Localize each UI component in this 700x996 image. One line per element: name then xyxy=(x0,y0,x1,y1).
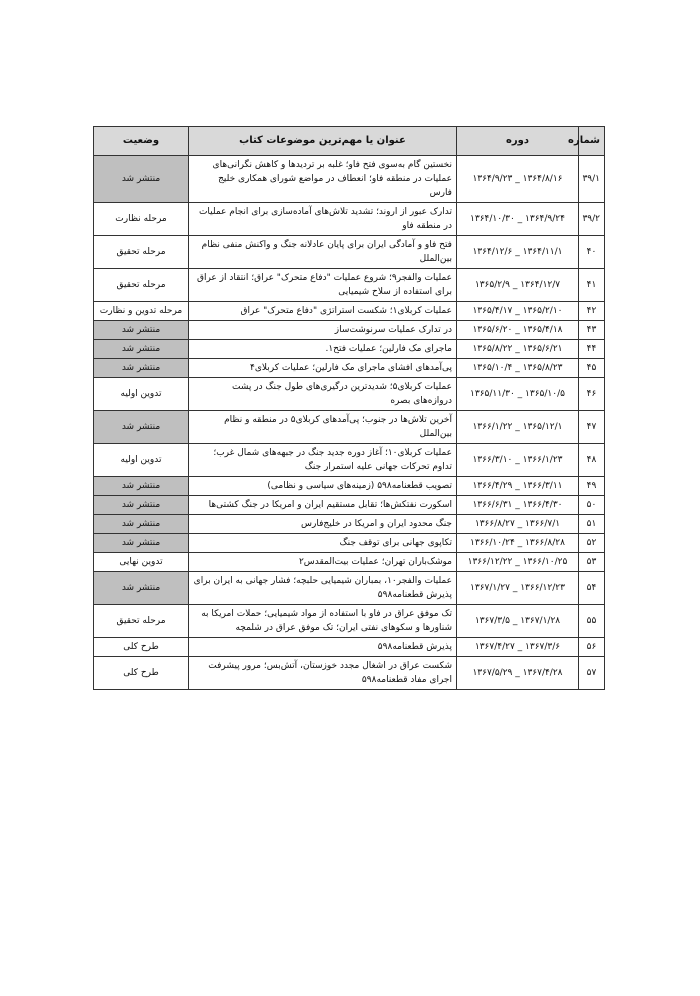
row-status: منتشر شد xyxy=(94,572,189,605)
row-title: تصویب قطعنامه۵۹۸ (زمینه‌های سیاسی و نظامی) xyxy=(189,477,457,496)
row-number: ۴۰ xyxy=(579,236,605,269)
row-title: عملیات کربلای۱؛ شکست استراتژی "دفاع متحرک" عراق xyxy=(189,302,457,321)
table-row xyxy=(94,302,605,321)
row-title: اسکورت نفتکش‌ها؛ تقابل مستقیم ایران و امریکا در جنگ کشتی‌ها xyxy=(189,496,457,515)
row-number: ۴۴ xyxy=(579,340,605,359)
row-period: ۱۳۶۵/۱۰/۵ _ ۱۳۶۵/۱۱/۳۰ xyxy=(457,378,579,411)
row-number: ۴۲ xyxy=(579,302,605,321)
row-period: ۱۳۶۴/۱۲/۷ _ ۱۳۶۵/۲/۹ xyxy=(457,269,579,302)
table-row xyxy=(94,515,605,534)
row-status: مرحله تحقیق xyxy=(94,269,189,302)
row-period: ۱۳۶۶/۳/۱۱ _ ۱۳۶۶/۴/۲۹ xyxy=(457,477,579,496)
row-period: ۱۳۶۴/۹/۲۴ _ ۱۳۶۴/۱۰/۳۰ xyxy=(457,203,579,236)
table-row xyxy=(94,359,605,378)
row-number: ۵۶ xyxy=(579,638,605,657)
row-status: منتشر شد xyxy=(94,411,189,444)
row-status: مرحله تدوین و نظارت xyxy=(94,302,189,321)
row-title: جنگ محدود ایران و امریکا در خلیج‌فارس xyxy=(189,515,457,534)
row-period: ۱۳۶۷/۴/۲۸ _ ۱۳۶۷/۵/۲۹ xyxy=(457,657,579,690)
row-status: منتشر شد xyxy=(94,496,189,515)
row-title: نخستین گام به‌سوی فتح فاو؛ غلبه بر تردیدها و کاهش نگرانی‌های عملیات در منطقه فاو؛ انعطاف در مواضع شورای همکاری خلیج فارس xyxy=(189,156,457,203)
row-number: ۵۵ xyxy=(579,605,605,638)
table-row xyxy=(94,534,605,553)
row-period: ۱۳۶۵/۱۲/۱ _ ۱۳۶۶/۱/۲۲ xyxy=(457,411,579,444)
row-period: ۱۳۶۴/۱۱/۱ _ ۱۳۶۴/۱۲/۶ xyxy=(457,236,579,269)
row-title: تک موفق عراق در فاو با استفاده از مواد شیمیایی؛ حملات امریکا به شناورها و سکوهای نفتی ایران؛ تک موفق عراق در شلمچه xyxy=(189,605,457,638)
header-period: دوره xyxy=(457,127,579,156)
row-title: آخرین تلاش‌ها در جنوب؛ پی‌آمدهای کربلای۵ در منطقه و نظام بین‌الملل xyxy=(189,411,457,444)
row-title: در تدارک عملیات سرنوشت‌ساز xyxy=(189,321,457,340)
row-status: منتشر شد xyxy=(94,340,189,359)
table-row xyxy=(94,156,605,203)
table-row xyxy=(94,321,605,340)
header-title: عنوان یا مهم‌ترین موضوعات کتاب xyxy=(189,127,457,156)
table-row xyxy=(94,411,605,444)
table-row xyxy=(94,553,605,572)
table-row xyxy=(94,477,605,496)
row-number: ۴۳ xyxy=(579,321,605,340)
row-status: تدوین اولیه xyxy=(94,444,189,477)
row-status: طرح کلی xyxy=(94,657,189,690)
table-row xyxy=(94,340,605,359)
row-number: ۴۸ xyxy=(579,444,605,477)
row-title: عملیات کربلای۱۰؛ آغاز دوره جدید جنگ در جبهه‌های شمال غرب؛ تداوم تحرکات جهانی علیه استمرار جنگ xyxy=(189,444,457,477)
row-number: ۵۱ xyxy=(579,515,605,534)
row-status: تدوین نهایی xyxy=(94,553,189,572)
row-number: ۴۹ xyxy=(579,477,605,496)
row-title: عملیات والفجر۱۰، بمباران شیمیایی حلبچه؛ فشار جهانی به ایران برای پذیرش قطعنامه۵۹۸ xyxy=(189,572,457,605)
row-status: منتشر شد xyxy=(94,515,189,534)
row-title: پی‌آمدهای افشای ماجرای مک فارلین؛ عملیات کربلای۴ xyxy=(189,359,457,378)
row-period: ۱۳۶۵/۴/۱۸ _ ۱۳۶۵/۶/۲۰ xyxy=(457,321,579,340)
books-table xyxy=(93,126,605,690)
header-status: وضعیت xyxy=(94,127,189,156)
row-status: منتشر شد xyxy=(94,156,189,203)
row-period: ۱۳۶۷/۱/۲۸ _ ۱۳۶۷/۳/۵ xyxy=(457,605,579,638)
row-status: منتشر شد xyxy=(94,534,189,553)
table-row xyxy=(94,378,605,411)
table-body xyxy=(94,156,605,690)
row-title: عملیات والفجر۹؛ شروع عملیات "دفاع متحرک" عراق؛ انتقاد از عراق برای استفاده از سلاح شیمیایی xyxy=(189,269,457,302)
row-title: عملیات کربلای۵؛ شدیدترین درگیری‌های طول جنگ در پشت دروازه‌های بصره xyxy=(189,378,457,411)
row-number: ۵۷ xyxy=(579,657,605,690)
row-title: فتح فاو و آمادگی ایران برای پایان عادلانه جنگ و واکنش منفی نظام بین‌الملل xyxy=(189,236,457,269)
table-row xyxy=(94,236,605,269)
table-header-row xyxy=(94,127,605,156)
row-title: تکاپوی جهانی برای توقف جنگ xyxy=(189,534,457,553)
row-title: ماجرای مک فارلین؛ عملیات فتح۱. xyxy=(189,340,457,359)
row-number: ۴۷ xyxy=(579,411,605,444)
header-number: شماره xyxy=(579,127,605,156)
row-number: ۴۶ xyxy=(579,378,605,411)
row-status: منتشر شد xyxy=(94,359,189,378)
table-row xyxy=(94,605,605,638)
row-number: ۵۳ xyxy=(579,553,605,572)
row-number: ۴۱ xyxy=(579,269,605,302)
row-number: ۳۹/۱ xyxy=(579,156,605,203)
row-period: ۱۳۶۷/۳/۶ _ ۱۳۶۷/۴/۲۷ xyxy=(457,638,579,657)
row-status: طرح کلی xyxy=(94,638,189,657)
row-period: ۱۳۶۶/۱۰/۲۵ _ ۱۳۶۶/۱۲/۲۲ xyxy=(457,553,579,572)
row-period: ۱۳۶۴/۸/۱۶ _ ۱۳۶۴/۹/۲۳ xyxy=(457,156,579,203)
row-period: ۱۳۶۶/۸/۲۸ _ ۱۳۶۶/۱۰/۲۴ xyxy=(457,534,579,553)
row-number: ۵۴ xyxy=(579,572,605,605)
row-title: تدارک عبور از اروند؛ تشدید تلاش‌های آماده‌سازی برای انجام عملیات در منطقه فاو xyxy=(189,203,457,236)
row-period: ۱۳۶۵/۶/۲۱ _ ۱۳۶۵/۸/۲۲ xyxy=(457,340,579,359)
table-row xyxy=(94,572,605,605)
row-period: ۱۳۶۶/۱۲/۲۳ _ ۱۳۶۷/۱/۲۷ xyxy=(457,572,579,605)
row-status: تدوین اولیه xyxy=(94,378,189,411)
row-title: شکست عراق در اشغال مجدد خوزستان، آتش‌بس؛ مرور پیشرفت اجرای مفاد قطعنامه۵۹۸ xyxy=(189,657,457,690)
row-status: مرحله تحقیق xyxy=(94,605,189,638)
table-row xyxy=(94,444,605,477)
row-period: ۱۳۶۶/۴/۳۰ _ ۱۳۶۶/۶/۳۱ xyxy=(457,496,579,515)
row-number: ۵۰ xyxy=(579,496,605,515)
row-title: پذیرش قطعنامه۵۹۸ xyxy=(189,638,457,657)
row-status: مرحله تحقیق xyxy=(94,236,189,269)
row-period: ۱۳۶۵/۲/۱۰ _ ۱۳۶۵/۴/۱۷ xyxy=(457,302,579,321)
row-number: ۴۵ xyxy=(579,359,605,378)
row-number: ۳۹/۲ xyxy=(579,203,605,236)
table-row xyxy=(94,203,605,236)
row-period: ۱۳۶۶/۷/۱ _ ۱۳۶۶/۸/۲۷ xyxy=(457,515,579,534)
row-status: منتشر شد xyxy=(94,477,189,496)
row-number: ۵۲ xyxy=(579,534,605,553)
row-period: ۱۳۶۶/۱/۲۳ _ ۱۳۶۶/۳/۱۰ xyxy=(457,444,579,477)
row-period: ۱۳۶۵/۸/۲۳ _ ۱۳۶۵/۱۰/۴ xyxy=(457,359,579,378)
table-row xyxy=(94,496,605,515)
table-row xyxy=(94,638,605,657)
row-status: منتشر شد xyxy=(94,321,189,340)
table-row xyxy=(94,269,605,302)
table-row xyxy=(94,657,605,690)
row-status: مرحله نظارت xyxy=(94,203,189,236)
row-title: موشک‌باران تهران؛ عملیات بیت‌المقدس۲ xyxy=(189,553,457,572)
